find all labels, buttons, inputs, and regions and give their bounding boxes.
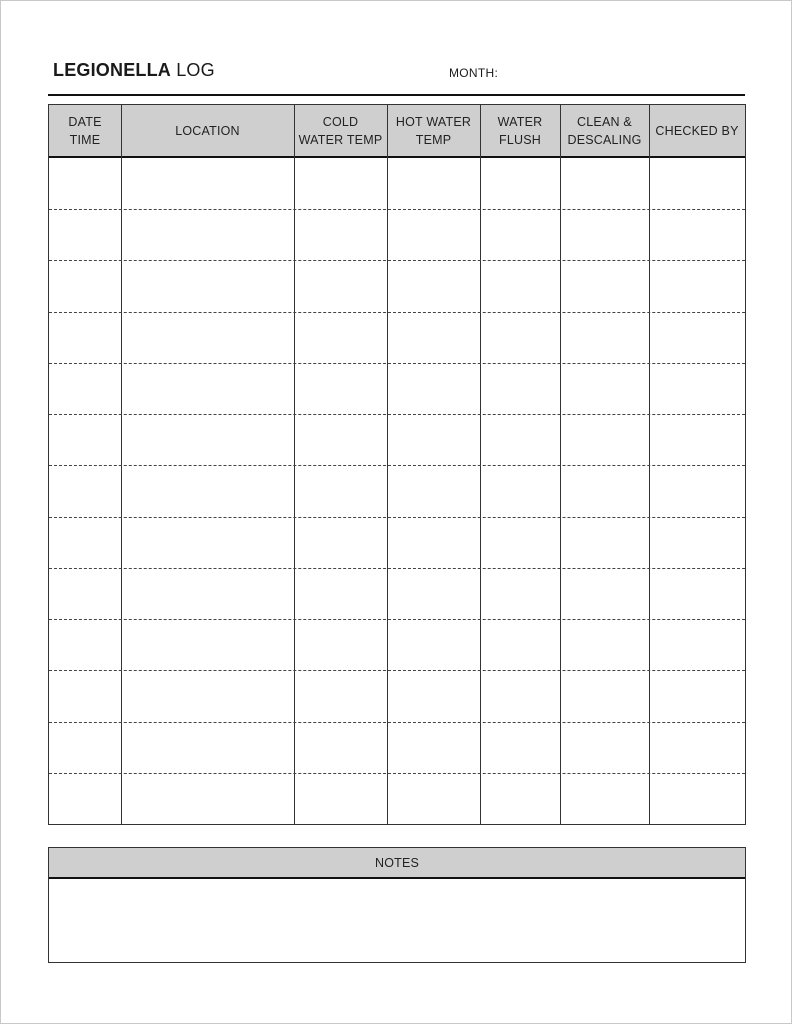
notes-area[interactable]: [49, 879, 745, 962]
table-row[interactable]: [49, 722, 745, 773]
table-row[interactable]: [49, 260, 745, 311]
table-row[interactable]: [49, 670, 745, 721]
header-checked-by: [649, 105, 745, 156]
header-cold-water-temp: [294, 105, 387, 156]
header-cold-line2: WATER TEMP: [298, 132, 383, 147]
page-title: [53, 60, 215, 81]
table-row[interactable]: [49, 414, 745, 465]
header-date-time: [49, 105, 121, 156]
header-hot-line1: HOT WATER: [395, 114, 472, 129]
title-light: LOG: [171, 60, 215, 80]
table-row[interactable]: [49, 517, 745, 568]
table-row[interactable]: [49, 465, 745, 516]
header-clean-line1: CLEAN &: [577, 114, 632, 129]
header-clean-line2: DESCALING: [567, 132, 642, 147]
row-divider: [49, 414, 745, 415]
row-divider: [49, 363, 745, 364]
month-label: MONTH:: [449, 66, 499, 80]
row-divider: [49, 465, 745, 466]
header-date-time-line1: DATE: [68, 114, 102, 129]
header-date-time-line2: TIME: [69, 132, 101, 147]
header-flush-line1: WATER: [497, 114, 543, 129]
log-table: [48, 104, 746, 825]
table-row[interactable]: [49, 158, 745, 209]
header-checked-line1: CHECKED BY: [655, 123, 739, 138]
table-row[interactable]: [49, 568, 745, 619]
row-divider: [49, 517, 745, 518]
row-divider: [49, 722, 745, 723]
title-bold: LEGIONELLA: [53, 60, 171, 80]
header-location: [121, 105, 294, 156]
row-divider: [49, 209, 745, 210]
title-divider: [48, 94, 745, 96]
row-divider: [49, 260, 745, 261]
header-cold-line1: COLD: [322, 114, 359, 129]
notes-box: [48, 847, 746, 963]
table-row[interactable]: [49, 363, 745, 414]
row-divider: [49, 568, 745, 569]
header-clean-descaling: [560, 105, 649, 156]
header-flush-line2: FLUSH: [499, 132, 541, 147]
row-divider: [49, 312, 745, 313]
row-divider: [49, 619, 745, 620]
notes-header: NOTES: [49, 848, 745, 879]
header-hot-line2: TEMP: [415, 132, 452, 147]
log-table-header: [49, 105, 745, 158]
table-row[interactable]: [49, 619, 745, 670]
table-row[interactable]: [49, 312, 745, 363]
header-hot-water-temp: [387, 105, 480, 156]
table-row[interactable]: [49, 209, 745, 260]
header-location-line1: LOCATION: [175, 123, 240, 138]
header-water-flush: [480, 105, 560, 156]
table-row[interactable]: [49, 773, 745, 824]
row-divider: [49, 773, 745, 774]
row-divider: [49, 670, 745, 671]
